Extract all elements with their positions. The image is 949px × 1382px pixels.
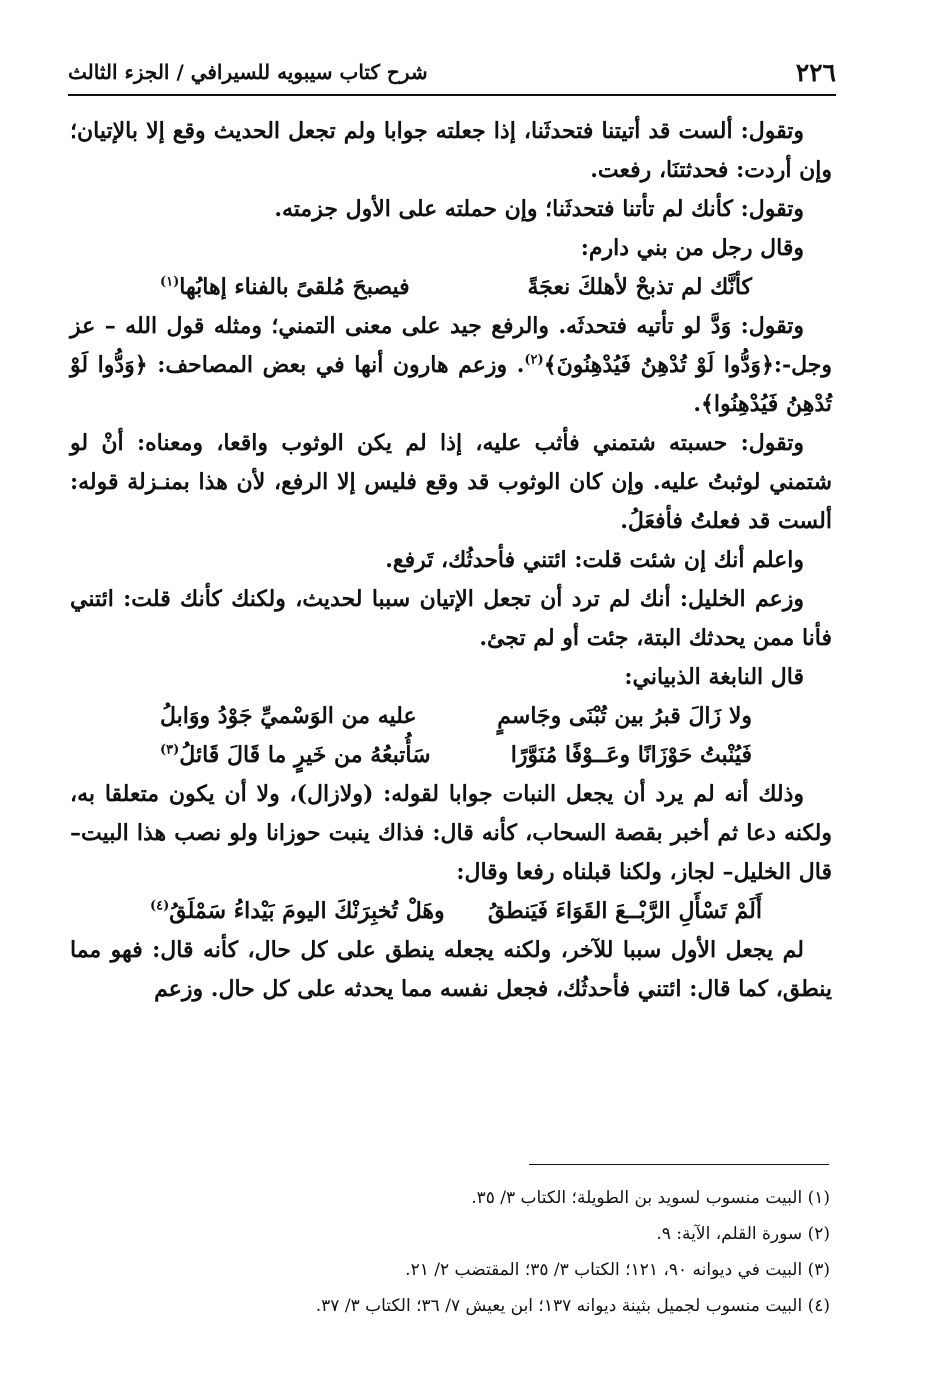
paragraph: وتقول: ألست قد أتيتنا فتحدثَنا، إذا جعلته جوابا ولم تجعل الحديث وقع إلا بالإتيان؛ وإن أردت: فحدثتنَا، رفعت. (70, 118, 832, 183)
footnote-separator (529, 1164, 829, 1165)
footnote: (٢) سورة القلم، الآية: ٩. (656, 1224, 830, 1244)
footnote-marker: (٤) (150, 898, 170, 914)
paragraph: وزعم الخليل: أنك لم ترد أن تجعل الإتيان سببا لحديث، ولكنك كأنك قلت: ائتني فأنا ممن يحدثك البتة، جئت أو لم تجئ. (70, 586, 832, 651)
verse-line (70, 697, 832, 736)
verse-hemistich: ولا زَالَ قبرُ بين تُبْنَى وجَاسمٍ (497, 703, 752, 729)
verse-line (70, 268, 832, 307)
footnote: (١) البيت منسوب لسويد بن الطويلة؛ الكتاب ٣/ ٣٥. (471, 1188, 830, 1208)
verse-hemistich: فَيُنْبتُ حَوْزَانًا وعَــوْفًا مُنَوَّرًا (510, 742, 752, 768)
running-title: شرح كتاب سيبويه للسيرافي / الجزء الثالث (68, 60, 428, 84)
paragraph: وتقول: وَدَّ لو تأتيه فتحدثَه. والرفع جيد على معنى التمني؛ ومثله قول الله – عز وجل-:﴿وَدُّوا لَوْ تُدْهِنُ فَيُدْهِنُونَ﴾$^{(٢)}$. وزعم هارون أنها في بعض المصاحف: ﴿وَدُّوا لَوْ تُدْهِنُ فَيُدْهِنُوا﴾. (70, 313, 832, 417)
footnote-marker: (٢) (524, 352, 544, 368)
verse-line (70, 736, 832, 775)
verse-hemistich: فيصبحَ مُلقىً بالفناء إهابُها$^{(١)}$ (160, 274, 410, 300)
page-header (68, 54, 836, 96)
paragraph: وذلك أنه لم يرد أن يجعل النبات جوابا لقوله: (ولازال)، ولا أن يكون متعلقا به، ولكنه دعا ثم أخبر بقصة السحاب، كأنه قال: فذاك ينبت حوزانا ولو نصب هذا البيت– قال الخليل– لجاز، ولكنا قبلناه رفعا وقال: (70, 781, 832, 885)
verse-hemistich: سَأُتبعُهُ من خَيرٍ ما قَالَ قَائلُ$^{(٣)}$ (160, 742, 431, 768)
verse-hemistich: أَلَمْ تَسْأَلِ الرَّبْــعَ القَوَاءَ فَيَنطقُ (487, 898, 762, 924)
page-number: ٢٢٦ (795, 58, 836, 87)
verse-line (70, 892, 832, 931)
footnote-marker: (٣) (160, 742, 180, 758)
verse-hemistich: كأنَّك لم تذبحْ لأهلكَ نعجَةً (527, 274, 752, 300)
footnotes (90, 1180, 830, 1324)
verse-hemistich: وهَلْ تُخبِرَنْكَ اليومَ بَيْداءُ سَمْلَقُ$^{(٤)}$ (150, 898, 445, 924)
footnote: (٣) البيت في ديوانه ٩٠، ١٢١؛ الكتاب ٣/ ٣٥؛ المقتضب ٢/ ٢١. (405, 1260, 830, 1280)
paragraph: وتقول: حسبته شتمني فأثب عليه، إذا لم يكن الوثوب واقعا، ومعناه: أنْ لو شتمني لوثبتُ عليه. وإن كان الوثوب قد وقع فليس إلا الرفع، لأن هذا بمنـزلة قوله: ألست قد فعلتُ فأفعَلُ. (70, 430, 832, 534)
main-text (70, 112, 832, 1009)
paragraph: قال النابغة الذبياني: (624, 664, 804, 690)
paragraph: واعلم أنك إن شئت قلت: ائتني فأحدثُك، تَرفع. (385, 547, 804, 573)
paragraph: لم يجعل الأول سببا للآخر، ولكنه يجعله ينطق على كل حال، كأنه قال: فهو مما ينطق، كما قال: ائتني فأحدثُك، فجعل نفسه مما يحدثه على كل حال. وزعم (70, 937, 832, 1002)
footnote-marker: (١) (160, 274, 180, 290)
footnote: (٤) البيت منسوب لجميل بثينة ديوانه ١٣٧؛ ابن يعيش ٧/ ٣٦؛ الكتاب ٣/ ٣٧. (315, 1296, 830, 1316)
verse-hemistich: عليه من الوَسْميِّ جَوْدُ ووَابلُ (160, 703, 417, 729)
paragraph: وقال رجل من بني دارم: (580, 235, 804, 261)
paragraph: وتقول: كأنك لم تأتنا فتحدثَنا؛ وإن حملته على الأول جزمته. (274, 196, 804, 222)
